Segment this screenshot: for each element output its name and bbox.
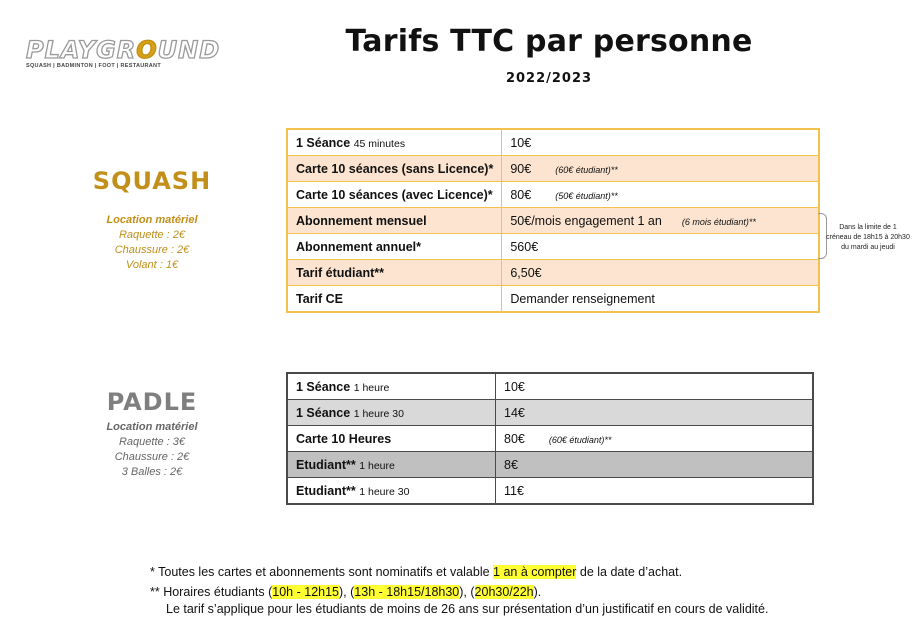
price-label-cell <box>287 426 496 452</box>
price-label: Tarif CE <box>296 291 343 306</box>
price-value: 10€ <box>504 379 525 394</box>
price-value-cell <box>502 260 820 286</box>
price-label-cell <box>287 400 496 426</box>
rental-item: Chaussure : 2€ <box>114 244 190 256</box>
price-row <box>287 426 813 452</box>
price-duration: 1 heure 30 <box>359 485 410 498</box>
price-note: (6 mois étudiant)** <box>681 216 756 227</box>
page-title: Tarifs TTC par personne <box>345 24 753 59</box>
padle-rental-info <box>92 420 212 480</box>
price-duration: 1 heure <box>353 381 390 394</box>
price-row <box>287 286 819 313</box>
squash-rental-info <box>92 213 212 273</box>
price-value-cell <box>496 400 814 426</box>
price-value-cell <box>496 426 814 452</box>
price-label: Carte 10 séances (sans Licence)* <box>296 161 494 176</box>
price-value-cell <box>502 182 820 208</box>
price-row <box>287 478 813 505</box>
price-label-cell <box>287 234 502 260</box>
logo-wordmark: PLAYGROUND <box>26 36 221 64</box>
footnote-validity: * Toutes les cartes et abonnements sont nominatifs et valable 1 an à compter de la date d’achat. <box>150 565 683 579</box>
price-value: 80€ <box>504 431 525 446</box>
price-label-cell <box>287 478 496 505</box>
highlight: 1 an à compter <box>493 565 577 579</box>
price-value: 8€ <box>504 457 518 472</box>
price-value-cell <box>502 156 820 182</box>
price-label: Etudiant** <box>296 483 356 498</box>
price-row <box>287 234 819 260</box>
price-value-cell <box>502 286 820 313</box>
price-label-cell <box>287 452 496 478</box>
price-value-cell <box>502 208 820 234</box>
price-row <box>287 260 819 286</box>
price-value: 14€ <box>504 405 525 420</box>
price-label: Tarif étudiant** <box>296 265 384 280</box>
highlight: 13h - 18h15/18h30 <box>354 585 460 599</box>
footnote-student-condition: Le tarif s’applique pour les étudiants de moins de 26 ans sur présentation d’un justificatif en cours de validité. <box>166 602 769 616</box>
price-label: Carte 10 séances (avec Licence)* <box>296 187 493 202</box>
price-label-cell <box>287 208 502 234</box>
padle-price-table <box>286 372 814 505</box>
squash-section-label <box>92 167 212 273</box>
price-label-cell <box>287 129 502 156</box>
rental-item: 3 Balles : 2€ <box>121 466 183 478</box>
price-value: Demander renseignement <box>510 291 655 306</box>
price-value-cell <box>502 129 820 156</box>
footnote-student-hours: ** Horaires étudiants (10h - 12h15), (13h - 18h15/18h30), (20h30/22h). <box>150 585 542 599</box>
price-row <box>287 129 819 156</box>
price-value: 560€ <box>510 239 539 254</box>
padle-title: PADLE <box>106 388 198 416</box>
price-value: 90€ <box>510 161 532 176</box>
price-duration: 45 minutes <box>353 137 406 150</box>
rental-item: Volant : 1€ <box>125 259 179 271</box>
rental-item: Raquette : 2€ <box>118 229 186 241</box>
highlight: 10h - 12h15 <box>272 585 340 599</box>
padle-section-label <box>92 388 212 480</box>
price-label-cell <box>287 182 502 208</box>
price-row <box>287 156 819 182</box>
price-label: 1 Séance <box>296 135 351 150</box>
price-label-cell <box>287 373 496 400</box>
price-value: 50€/mois engagement 1 an <box>510 213 662 228</box>
squash-title: SQUASH <box>92 167 212 195</box>
season-year: 2022/2023 <box>505 71 593 86</box>
price-label: Etudiant** <box>296 457 356 472</box>
rental-title: Location matériel <box>106 214 198 226</box>
price-label: Carte 10 Heures <box>296 431 392 446</box>
price-label: 1 Séance <box>296 405 351 420</box>
price-label: Abonnement mensuel <box>296 213 427 228</box>
price-value: 10€ <box>510 135 532 150</box>
price-value-cell <box>502 234 820 260</box>
price-duration: 1 heure <box>359 459 395 472</box>
price-duration: 1 heure 30 <box>353 407 404 420</box>
price-label-cell <box>287 286 502 313</box>
price-row <box>287 373 813 400</box>
price-note: (60€ étudiant)** <box>555 164 618 175</box>
price-label: Abonnement annuel* <box>296 239 422 254</box>
rental-item: Raquette : 3€ <box>118 436 186 448</box>
price-note: (50€ étudiant)** <box>555 190 618 201</box>
price-label: 1 Séance <box>296 379 351 394</box>
price-value-cell <box>496 452 814 478</box>
price-row <box>287 182 819 208</box>
price-value-cell <box>496 373 814 400</box>
price-value: 11€ <box>504 483 524 498</box>
price-value-cell <box>496 478 814 505</box>
price-row <box>287 208 819 234</box>
price-note: (60€ étudiant)** <box>548 434 612 445</box>
rental-item: Chaussure : 2€ <box>114 451 190 463</box>
rental-title: Location matériel <box>106 421 198 433</box>
price-label-cell <box>287 156 502 182</box>
price-row <box>287 452 813 478</box>
price-label-cell <box>287 260 502 286</box>
side-note: Dans la limite de 1 créneau de 18h15 à 20h30 du mardi au jeudi <box>826 224 910 251</box>
highlight: 20h30/22h <box>474 585 534 599</box>
price-value: 80€ <box>510 187 532 202</box>
price-row <box>287 400 813 426</box>
squash-price-table <box>286 128 820 313</box>
price-value: 6,50€ <box>510 265 542 280</box>
logo-subtitle: SQUASH | BADMINTON | FOOT | RESTAURANT <box>26 63 161 69</box>
